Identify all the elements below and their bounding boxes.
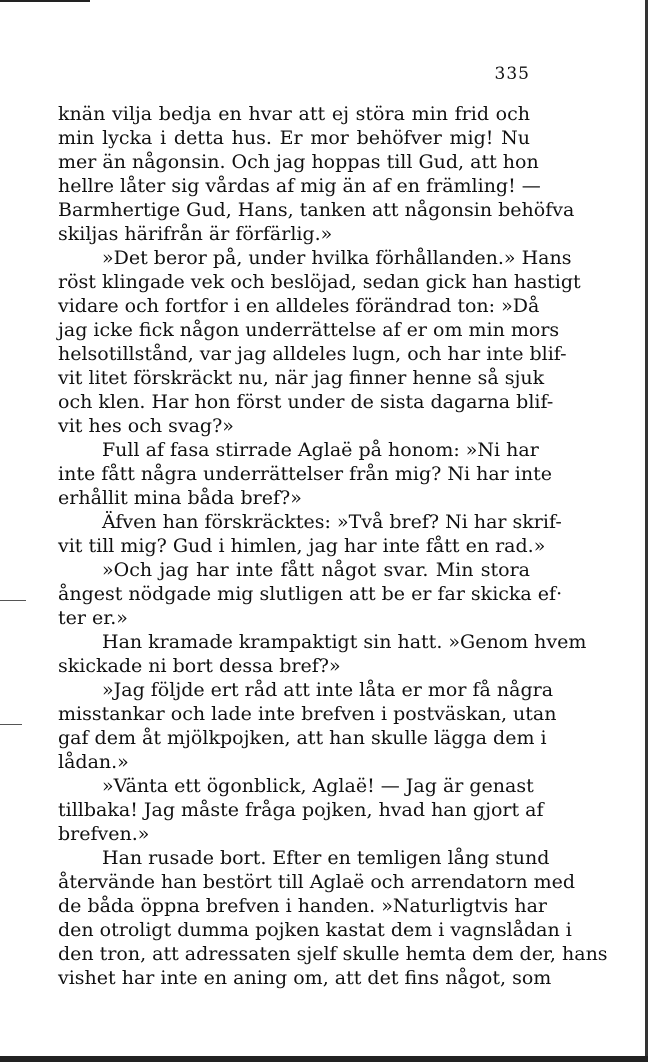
text-line: erhållit mina båda bref?» xyxy=(58,487,302,509)
text-line: Barmhertige Gud, Hans, tanken att någonsin behöfva xyxy=(58,199,575,221)
text-line: de båda öppna brefven i handen. »Naturligtvis har xyxy=(58,895,547,917)
text-line: ångest nödgade mig slutligen att be er far skicka ef· xyxy=(58,583,563,605)
text-line: den otroligt dumma pojken kastat dem i vagnslådan i xyxy=(58,919,572,941)
text-line: den tron, att adressaten sjelf skulle hemta dem der, hans xyxy=(58,943,608,965)
text-line: Han kramade krampaktigt sin hatt. »Genom hvem xyxy=(102,631,587,653)
text-line: skiljas härifrån är förfärlig.» xyxy=(58,223,333,245)
text-line: vit till mig? Gud i himlen, jag har inte fått en rad.» xyxy=(58,535,546,557)
text-line: knän vilja bedja en hvar att ej störa min frid och xyxy=(58,103,530,125)
margin-mark xyxy=(0,724,22,725)
text-line: återvände han bestört till Aglaë och arrendatorn med xyxy=(58,871,576,893)
text-line: brefven.» xyxy=(58,823,150,845)
text-line: jag icke fick någon underrättelse af er om min mors xyxy=(58,319,560,341)
scan-bottom-edge xyxy=(0,1056,648,1062)
text-line: »Vänta ett ögonblick, Aglaë! — Jag är genast xyxy=(102,775,534,797)
text-line: lådan.» xyxy=(58,751,129,773)
text-line: vit litet förskräckt nu, när jag finner henne så sjuk xyxy=(58,367,545,389)
text-line: helsotillstånd, var jag alldeles lugn, och har inte blif- xyxy=(58,343,567,365)
text-line: Han rusade bort. Efter en temligen lång stund xyxy=(102,847,550,869)
text-line: skickade ni bort dessa bref?» xyxy=(58,655,341,677)
text-line: gaf dem åt mjölkpojken, att han skulle lägga dem i xyxy=(58,727,547,749)
page-number: 335 xyxy=(494,64,530,84)
text-line: tillbaka! Jag måste fråga pojken, hvad han gjort af xyxy=(58,799,544,821)
text-line: »Det beror på, under hvilka förhållanden.» Hans xyxy=(102,247,572,269)
text-line: vidare och fortfor i en alldeles förändrad ton: »Då xyxy=(58,295,540,317)
text-line: »Och jag har inte fått något svar. Min stora xyxy=(102,559,530,581)
text-line: mer än någonsin. Och jag hoppas till Gud, att hon xyxy=(58,151,539,173)
text-line: »Jag följde ert råd att inte låta er mor få några xyxy=(102,679,554,701)
text-line: inte fått några underrättelser från mig? Ni har inte xyxy=(58,463,552,485)
text-line: vit hes och svag?» xyxy=(58,415,234,437)
text-line: och klen. Har hon först under de sista dagarna blif- xyxy=(58,391,554,413)
margin-mark xyxy=(0,600,26,601)
body-text xyxy=(58,102,608,990)
text-line: ter er.» xyxy=(58,607,128,629)
text-line: min lycka i detta hus. Er mor behöfver mig! Nu xyxy=(58,127,530,149)
text-line: röst klingade vek och beslöjad, sedan gick han hastigt xyxy=(58,271,581,293)
text-line: Äfven han förskräcktes: »Två bref? Ni har skrif- xyxy=(102,511,562,533)
text-line: vishet har inte en aning om, att det fins något, som xyxy=(58,967,552,989)
text-line: hellre låter sig vårdas af mig än af en främling! — xyxy=(58,175,541,197)
text-line: Full af fasa stirrade Aglaë på honom: »Ni har xyxy=(102,439,539,461)
scan-top-rule xyxy=(0,0,90,2)
text-line: misstankar och lade inte brefven i postväskan, utan xyxy=(58,703,557,725)
